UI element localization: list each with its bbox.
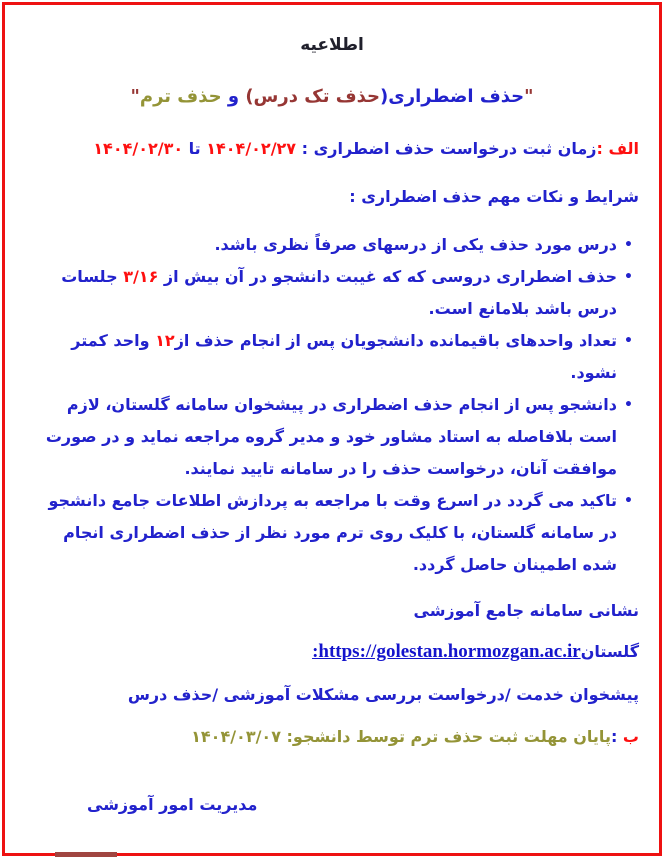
bullet-text: تاکید می گردد در اسرع وقت با مراجعه به پردازش اطلاعات جامع دانشجو در سامانه گلستان، با کلیک روی ترم مورد نظر از حذف اضطراری انجام شده اطمینان حاصل گردد. (48, 491, 617, 574)
section-a-until: تا (183, 139, 207, 158)
golestan-portal-link[interactable]: :https://golestan.hormozgan.ac.ir (312, 641, 581, 662)
conditions-header: شرایط و نکات مهم حذف اضطراری : (349, 187, 639, 206)
conditions-list (25, 229, 639, 581)
announcement-document (2, 2, 662, 856)
portal-address-intro: نشانی سامانه جامع آموزشی (413, 601, 639, 620)
bullet-fraction-value: ۳/۱۶ (123, 267, 159, 286)
subtitle-main: حذف اضطراری( (380, 86, 525, 107)
bullet-item-theory-course (41, 229, 617, 261)
section-a-label: الف : (596, 139, 639, 158)
section-b-label: ب (622, 727, 639, 746)
bullet-text: دانشجو پس از انجام حذف اضطراری در پیشخوان سامانه گلستان، لازم است بلافاصله به استاد مشاور خود و مدیر گروه مراجعه نماید و در صورت موافقت آنان، درخواست حذف را در سامانه تایید نمایند. (45, 395, 617, 478)
portal-address-line (25, 639, 639, 665)
section-b-date: ۱۴۰۴/۰۳/۰۷ (191, 727, 281, 746)
subtitle (25, 85, 639, 109)
section-b-colon: : (610, 727, 623, 746)
subtitle-close-quote: " (130, 86, 140, 107)
subtitle-open-quote: " (524, 86, 534, 107)
subtitle-paren: حذف تک درس) (245, 86, 380, 107)
section-a-text: زمان ثبت درخواست حذف اضطراری : (296, 139, 597, 158)
bullet-text: درس مورد حذف یکی از درسهای صرفاً نظری باشد. (214, 235, 617, 254)
bullet-text: جلسات درس باشد بلامانع است. (61, 267, 617, 318)
border-smudge-mark (55, 852, 117, 857)
section-b-text: پایان مهلت ثبت حذف ترم توسط دانشجو: (280, 727, 611, 746)
signature-education-affairs: مدیریت امور آموزشی (87, 795, 258, 814)
section-a-start-date: ۱۴۰۴/۰۲/۲۷ (206, 139, 297, 158)
section-a-deadline-line (25, 137, 639, 161)
subtitle-term-drop: حذف ترم (139, 86, 222, 107)
bullet-item-absence-limit (41, 261, 617, 325)
page-title: اطلاعیه (300, 35, 364, 55)
section-a-end-date: ۱۴۰۴/۰۲/۳۰ (93, 139, 184, 158)
portal-label: گلستان (580, 642, 639, 661)
subtitle-conjunction: و (221, 86, 246, 107)
bullet-text: واحد کمتر نشود. (71, 331, 617, 382)
bullet-item-advisor-approval (41, 389, 617, 485)
helpdesk-path: پیشخوان خدمت /درخواست بررسی مشکلات آموزشی /حذف درس (127, 685, 639, 704)
bullet-units-value: ۱۲ (155, 331, 175, 350)
bullet-item-verify-drop (41, 485, 617, 581)
section-b-deadline-line (25, 725, 639, 749)
bullet-text: حذف اضطراری دروسی که که غیبت دانشجو در آن بیش از (158, 267, 617, 286)
bullet-text: تعداد واحدهای باقیمانده دانشجویان پس از انجام حذف از (174, 331, 617, 350)
bullet-item-min-units (41, 325, 617, 389)
